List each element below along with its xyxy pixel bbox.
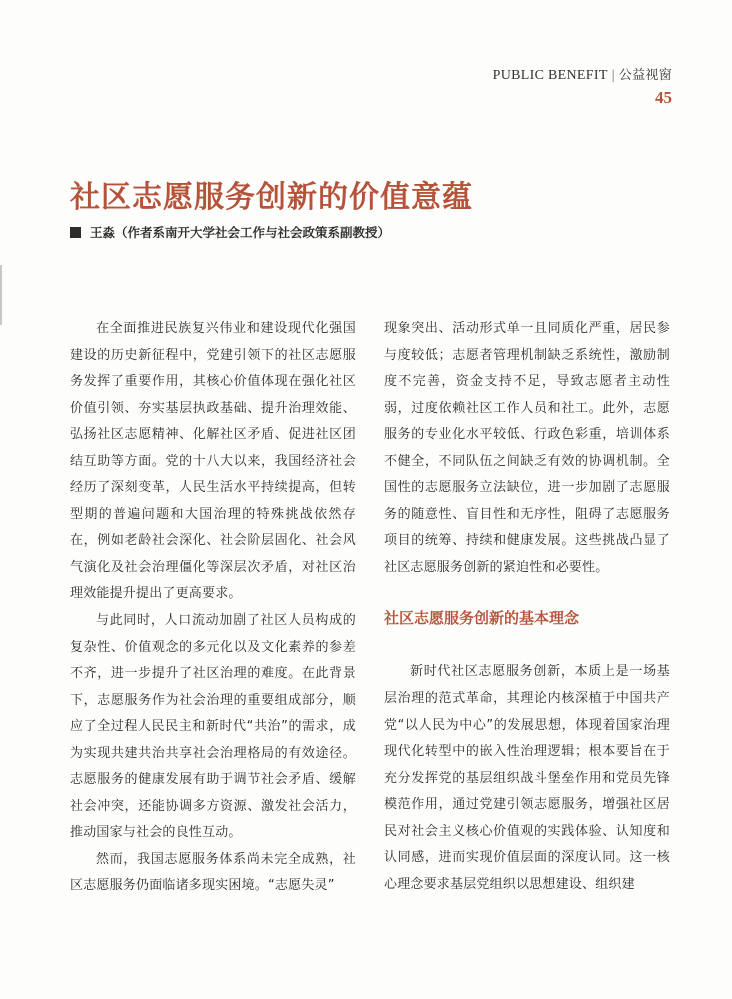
author-byline [70, 223, 390, 241]
body-paragraph-continued: 现象突出、活动形式单一且同质化严重，居民参与度较低；志愿者管理机制缺乏系统性，激励制度不完善，资金支持不足，导致志愿者主动性弱，过度依赖社区工作人员和社工。此外，志愿服务的专业化水平较低、行政色彩重，培训体系不健全，不同队伍之间缺乏有效的协调机制。全国性的志愿服务立法缺位，进一步加剧了志愿服务的随意性、盲目性和无序性，阻碍了志愿服务项目的统筹、持续和健康发展。这些挑战凸显了社区志愿服务创新的紧迫性和必要性。 [384, 321, 670, 575]
edge-strip [0, 265, 2, 325]
section-name-cn: 公益视窗 [618, 68, 672, 83]
body-column-right [384, 316, 670, 898]
body-paragraph: 在全面推进民族复兴伟业和建设现代化强国建设的历史新征程中，党建引领下的社区志愿服务发挥了重要作用，其核心价值体现在强化社区价值引领、夯实基层执政基础、提升治理效能、弘扬社区志愿精神、化解社区矛盾、促进社区团结互助等方面。党的十八大以来，我国经济社会经历了深刻变革，人民生活水平持续提高，但转型期的普遍问题和大国治理的特殊挑战依然存在，例如老龄社会深化、社会阶层固化、社会风气演化及社会治理僵化等深层次矛盾，对社区治理效能提升提出了更高要求。 [70, 321, 356, 602]
article-title: 社区志愿服务创新的价值意蕴 [70, 180, 473, 215]
body-column-left [70, 316, 356, 900]
page-number: 45 [655, 88, 672, 107]
section-heading: 社区志愿服务创新的基本理念 [384, 609, 580, 628]
body-paragraph: 新时代社区志愿服务创新，本质上是一场基层治理的范式革命，其理论内核深植于中国共产党“以人民为中心”的发展思想，体现着国家治理现代化转型中的嵌入性治理逻辑；根本要旨在于充分发挥党的基层组织战斗堡垒作用和党员先锋模范作用，通过党建引领志愿服务，增强社区居民对社会主义核心价值观的实践体验、认知度和认同感，进而实现价值层面的深度认同。这一核心理念要求基层党组织以思想建设、组织建 [384, 664, 670, 892]
body-paragraph: 与此同时，人口流动加剧了社区人员构成的复杂性、价值观念的多元化以及文化素养的参差不齐，进一步提升了社区治理的难度。在此背景下，志愿服务作为社会治理的重要组成部分，顺应了全过程人民民主和新时代“共治”的需求，成为实现共建共治共享社会治理格局的有效途径。志愿服务的健康发展有助于调节社会矛盾、缓解社会冲突，还能协调多方资源、激发社会活力，推动国家与社会的良性互动。 [70, 613, 356, 841]
section-name-en: PUBLIC BENEFIT [492, 68, 608, 83]
body-paragraph: 然而，我国志愿服务体系尚未完全成熟，社区志愿服务仍面临诸多现实困境。“志愿失灵” [70, 851, 356, 894]
square-bullet-icon [70, 227, 81, 238]
header-separator: | [611, 68, 615, 83]
author-text: 王淼（作者系南开大学社会工作与社会政策系副教授） [90, 225, 391, 240]
page-header [493, 64, 672, 108]
section-label [493, 64, 672, 84]
